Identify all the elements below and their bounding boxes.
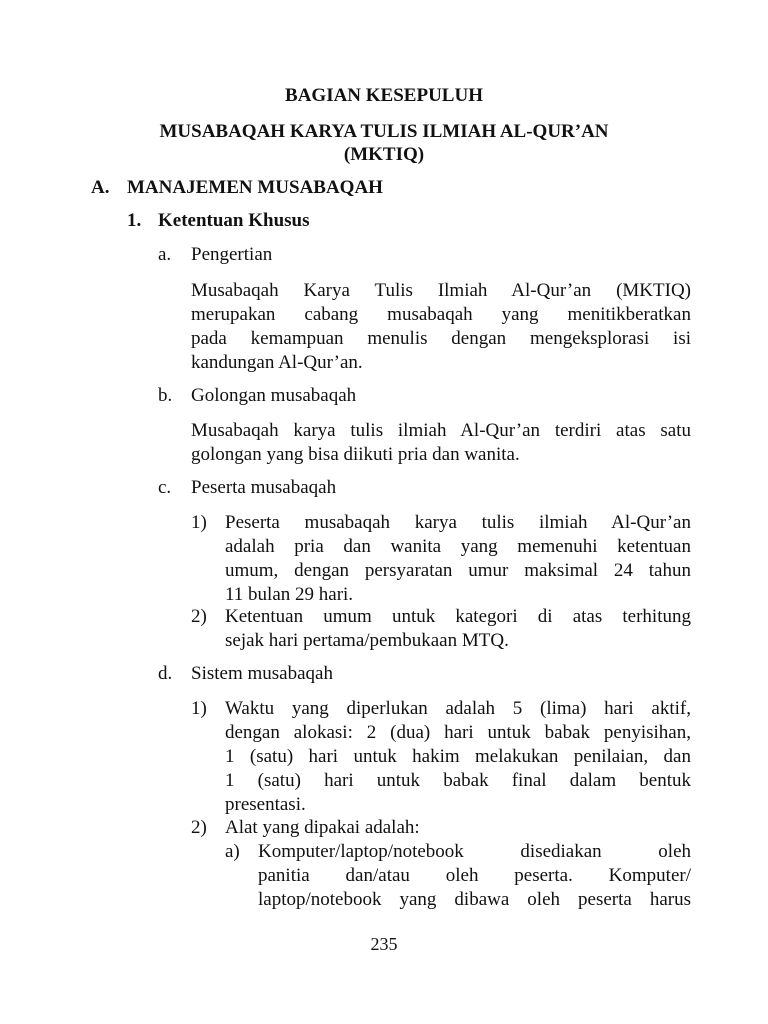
item-b-label: Golongan musabaqah <box>191 385 357 406</box>
item-a-paragraph <box>191 279 691 375</box>
item-b-paragraph <box>191 419 691 467</box>
text-line: Musabaqah karya tulis ilmiah Al-Qur’an terdiri atas satu <box>191 420 691 441</box>
item-d-marker: d. <box>158 663 173 684</box>
item-c-marker: c. <box>158 477 172 498</box>
page-number: 235 <box>370 934 398 954</box>
chapter-heading: BAGIAN KESEPULUH <box>285 85 483 106</box>
d-point-1-text <box>225 697 691 817</box>
c-point-1-text <box>225 511 691 607</box>
c-point-1-marker: 1) <box>191 512 207 533</box>
d-point-2-text: Alat yang dipakai adalah: <box>225 817 420 838</box>
d-subpoint-a-marker: a) <box>225 841 240 862</box>
item-c-label: Peserta musabaqah <box>191 477 337 498</box>
item-a-marker: a. <box>158 244 172 265</box>
d-point-1-marker: 1) <box>191 698 207 719</box>
text-line: dengan alokasi: 2 (dua) hari untuk babak penyisihan, <box>225 722 691 743</box>
item-d-label: Sistem musabaqah <box>191 663 333 684</box>
item-b-marker: b. <box>158 385 173 406</box>
text-line: Peserta musabaqah karya tulis ilmiah Al-Qur’an <box>225 512 691 533</box>
item-a-label: Pengertian <box>191 244 273 265</box>
text-line: laptop/notebook yang dibawa oleh peserta harus <box>258 889 691 910</box>
text-line: 1 (satu) hari untuk babak final dalam bentuk <box>225 770 691 791</box>
text-line: golongan yang bisa diikuti pria dan wanita. <box>191 444 520 465</box>
sub-1-marker: 1. <box>127 210 142 231</box>
c-point-2-text <box>225 605 691 653</box>
text-line: 11 bulan 29 hari. <box>225 584 354 605</box>
text-line: sejak hari pertama/pembukaan MTQ. <box>225 630 509 651</box>
text-line: Waktu yang diperlukan adalah 5 (lima) hari aktif, <box>225 698 691 719</box>
text-line: Komputer/laptop/notebook disediakan oleh <box>258 841 691 862</box>
text-line: Musabaqah Karya Tulis Ilmiah Al-Qur’an (MKTIQ) <box>191 280 691 301</box>
sub-1-label: Ketentuan Khusus <box>158 210 310 231</box>
text-line: presentasi. <box>225 794 306 815</box>
title-line-1: MUSABAQAH KARYA TULIS ILMIAH AL-QUR’AN <box>159 121 609 142</box>
text-line: kandungan Al-Qur’an. <box>191 352 363 373</box>
section-a-label: MANAJEMEN MUSABAQAH <box>127 177 383 198</box>
title-line-2: (MKTIQ) <box>343 144 425 165</box>
text-line: pada kemampuan menulis dengan mengeksplorasi isi <box>191 328 691 349</box>
text-line: Ketentuan umum untuk kategori di atas terhitung <box>225 606 691 627</box>
text-line: umum, dengan persyaratan umur maksimal 24 tahun <box>225 560 691 581</box>
section-a-marker: A. <box>91 177 110 198</box>
c-point-2-marker: 2) <box>191 606 207 627</box>
d-point-2-marker: 2) <box>191 817 207 838</box>
text-line: merupakan cabang musabaqah yang menitikberatkan <box>191 304 691 325</box>
text-line: panitia dan/atau oleh peserta. Komputer/ <box>258 865 691 886</box>
d-subpoint-a-text <box>258 840 691 912</box>
text-line: 1 (satu) hari untuk hakim melakukan penilaian, dan <box>225 746 691 767</box>
text-line: adalah pria dan wanita yang memenuhi ketentuan <box>225 536 691 557</box>
